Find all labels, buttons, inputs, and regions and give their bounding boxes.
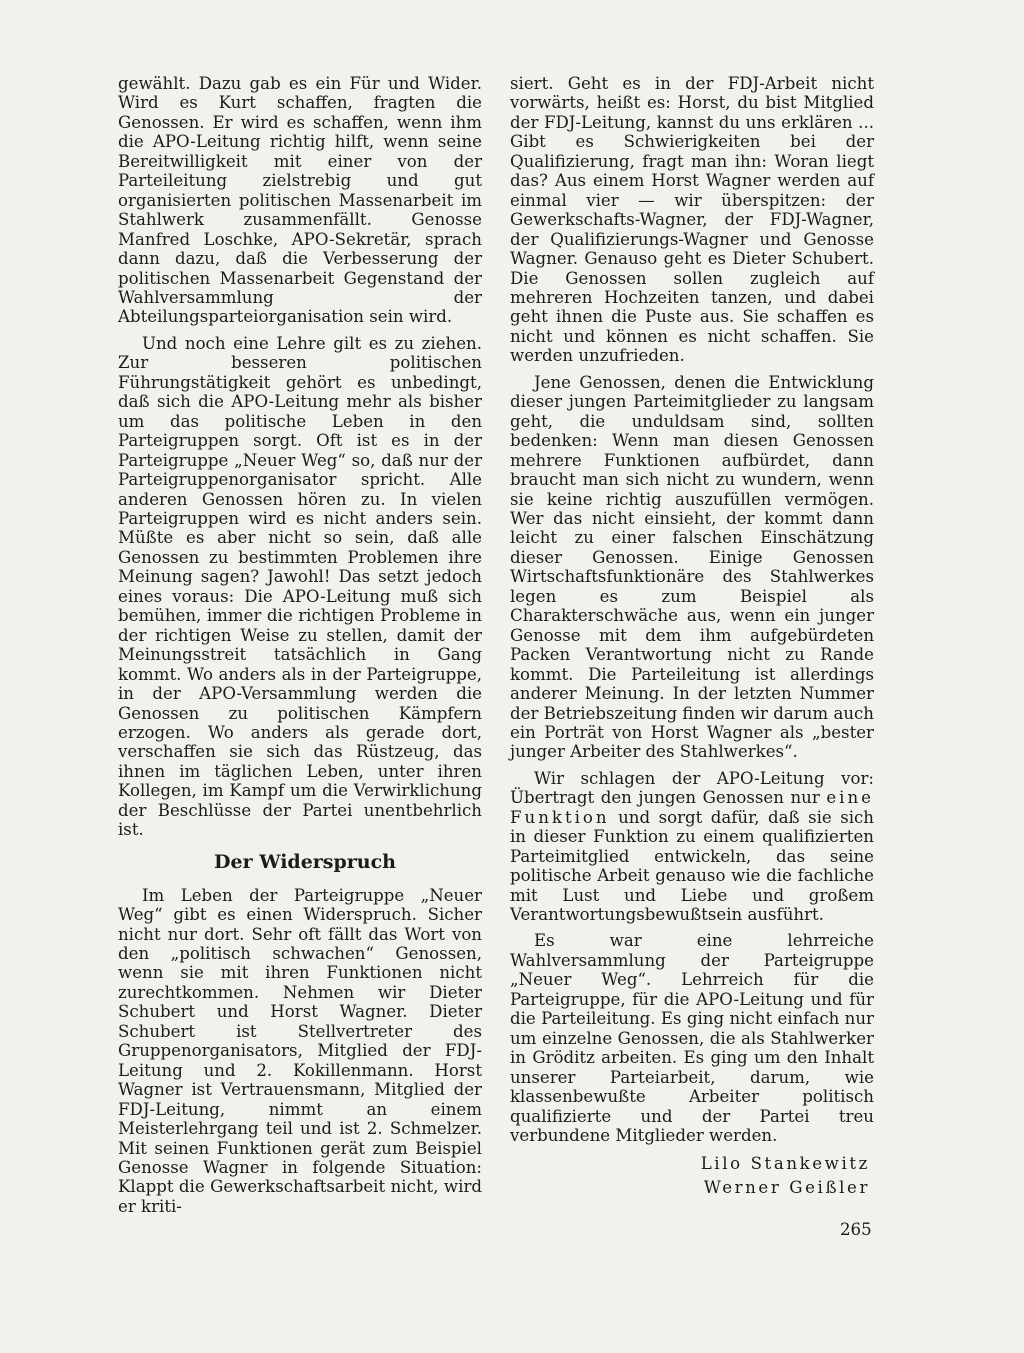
section-heading: Der Widerspruch bbox=[214, 850, 396, 873]
paragraph bbox=[510, 769, 874, 925]
left-column bbox=[118, 74, 482, 1223]
paragraph: Im Leben der Parteigruppe „Neuer Weg“ gibt es einen Widerspruch. Sicher nicht nur dort. Sehr oft fällt das Wort von den „politisch schwachen“ Genossen, wenn sie mit ihren Funktionen nicht zurechtkommen. Nehmen wir Dieter Schubert und Horst Wagner. Dieter Schubert ist Stellvertreter des Gruppenorganisators, Mitglied der FDJ-Leitung und 2. Kokillenmann. Horst Wagner ist Vertrauensmann, Mitglied der FDJ-Leitung, nimmt an einem Meisterlehrgang teil und ist 2. Schmelzer. Mit seinen Funktionen gerät zum Beispiel Genosse Wagner in folgende Situation: Klappt die Gewerkschaftsarbeit nicht, wird er kriti- bbox=[118, 885, 482, 1216]
paragraph-text: Wir schlagen der APO-Leitung vor: Übertragt den jungen Genossen nur bbox=[510, 768, 874, 808]
paragraph: Jene Genossen, denen die Entwicklung dieser jungen Parteimitglieder zu langsam geht, die unduldsam sind, sollten bedenken: Wenn man diesen Genossen mehrere Funktionen aufbürdet, dann braucht man sich nicht zu wundern, wenn sie keine richtig auszufüllen vermögen. Wer das nicht einsieht, der kommt dann leicht zu einer falschen Einschätzung dieser Genossen. Einige Genossen Wirtschaftsfunktionäre des Stahlwerkes legen es zum Beispiel als Charakterschwäche aus, wenn ein junger Genosse mit dem ihm aufgebürdeten Packen Verantwortung nicht zu Rande kommt. Die Parteileitung ist allerdings anderer Meinung. In der letzten Nummer der Betriebszeitung finden wir darum auch ein Porträt von Horst Wagner als „bester junger Arbeiter des Stahlwerkes“. bbox=[510, 372, 874, 762]
paragraph-text: und sorgt dafür, daß sie sich in dieser Funktion zu einem qualifizierten Parteimitglied entwickeln, das seine politische Arbeit genauso wie die fachliche mit Lust und Liebe und großem Verantwortungsbewußtsein ausführt. bbox=[510, 807, 874, 925]
signature-block bbox=[510, 1152, 874, 1200]
emphasized-text: eine Funktion bbox=[510, 788, 874, 827]
right-column bbox=[510, 74, 874, 1200]
paragraph: Es war eine lehrreiche Wahlversammlung der Parteigruppe „Neuer Weg“. Lehrreich für die Parteigruppe, für die APO-Leitung und für die Parteileitung. Es ging nicht einfach nur um einzelne Genossen, die als Stahlwerker in Gröditz arbeiten. Es ging um den Inhalt unserer Parteiarbeit, darum, wie klassenbewußte Arbeiter politisch qualifizierte und der Partei treu verbundene Mitglieder werden. bbox=[510, 931, 874, 1146]
paragraph: siert. Geht es in der FDJ-Arbeit nicht vorwärts, heißt es: Horst, du bist Mitglied der FDJ-Leitung, kannst du uns erklären ... Gibt es Schwierigkeiten bei der Qualifizierung, fragt man ihn: Woran liegt das? Aus einem Horst Wagner werden auf einmal vier — wir überspitzen: der Gewerkschafts-Wagner, der FDJ-Wagner, der Qualifizierungs-Wagner und Genosse Wagner. Genauso geht es Dieter Schubert. Die Genossen sollen zugleich auf mehreren Hochzeiten tanzen, und dabei geht ihnen die Puste aus. Sie schaffen es nicht und können es nicht schaffen. Sie werden unzufrieden. bbox=[510, 74, 874, 366]
author-name: Lilo Stankewitz bbox=[700, 1154, 870, 1174]
paragraph: Und noch eine Lehre gilt es zu ziehen. Zur besseren politischen Führungstätigkeit gehört es unbedingt, daß sich die APO-Leitung mehr als bisher um das politische Leben in den Parteigruppen sorgt. Oft ist es in der Parteigruppe „Neuer Weg“ so, daß nur der Parteigruppenorganisator spricht. Alle anderen Genossen hören zu. In vielen Parteigruppen wird es nicht anders sein. Müßte es aber nicht so sein, daß alle Genossen zu bestimmten Problemen ihre Meinung sagen? Jawohl! Das setzt jedoch eines voraus: Die APO-Leitung muß sich bemühen, immer die richtigen Probleme in der richtigen Weise zu stellen, damit der Meinungsstreit tatsächlich in Gang kommt. Wo anders als in der Parteigruppe, in der APO-Versammlung werden die Genossen zu politischen Kämpfern erzogen. Wo anders als gerade dort, verschaffen sie sich das Rüstzeug, das ihnen im täglichen Leben, unter ihren Kollegen, im Kampf um die Verwirklichung der Beschlüsse der Partei unentbehrlich ist. bbox=[118, 333, 482, 840]
paragraph: gewählt. Dazu gab es ein Für und Wider. Wird es Kurt schaffen, fragten die Genossen. Er wird es schaffen, wenn ihm die APO-Leitung richtig hilft, wenn seine Bereitwilligkeit mit einer von der Parteileitung zielstrebig und gut organisierten politischen Massenarbeit im Stahlwerk zusammenfällt. Genosse Manfred Loschke, APO-Sekretär, sprach dann dazu, daß die Verbesserung der politischen Massenarbeit Gegenstand der Wahlversammlung der Abteilungsparteiorganisation sein wird. bbox=[118, 74, 482, 327]
author-name: Werner Geißler bbox=[703, 1178, 870, 1198]
page-number: 265 bbox=[840, 1220, 872, 1239]
